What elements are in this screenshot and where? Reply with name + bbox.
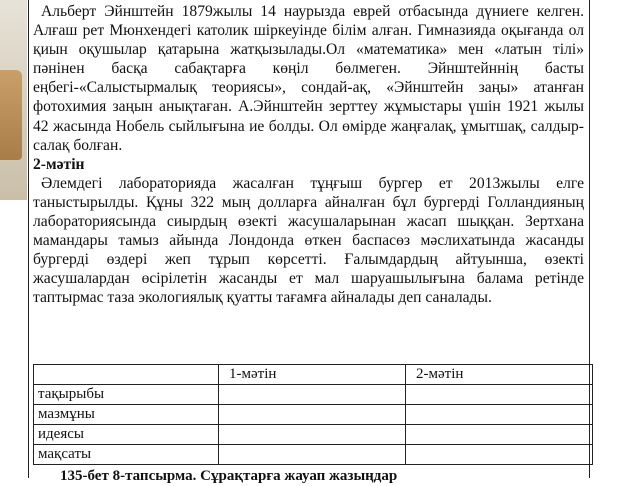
row-label: мазмұны [34, 405, 219, 425]
chair-image [0, 70, 22, 160]
table-row [34, 405, 593, 425]
side-photo [0, 0, 27, 200]
header-cell-empty [34, 365, 219, 385]
answer-cell[interactable] [219, 405, 406, 425]
table-row [34, 425, 593, 445]
answer-cell[interactable] [219, 445, 406, 465]
table-header-row [34, 365, 593, 385]
table-row [34, 445, 593, 465]
answer-cell[interactable] [406, 405, 593, 425]
header-cell-text2: 2-мәтін [406, 365, 593, 385]
answer-cell[interactable] [406, 445, 593, 465]
row-label: идеясы [34, 425, 219, 445]
row-label: тақырыбы [34, 385, 219, 405]
header-cell-text1: 1-мәтін [219, 365, 406, 385]
answer-cell[interactable] [406, 385, 593, 405]
table-row [34, 385, 593, 405]
text2-paragraph: Әлемдегі лабораторияда жасалған тұңғыш бургер ет 2013жылы елге таныстырылды. Құны 322 мың долларға айналған бұл бургерді Голландияның лабораториясында сиырдың өзекті жасушаларынан жасап шыққан. Зертхана мамандары тамыз айында Лондонда өткен баспасөз мәслихатында жасанды бургерді өздері жеп тұрып көрсетті. Ғалымдардың айтуынша, өзекті жасушалардан өсірілетін жасанды ет мал шаруашылығына балама ретінде таптырмас таза экологиялық қуатты тағамға айналады деп саналады. [33, 174, 584, 307]
assignment-footer: 135-бет 8-тапсырма. Сұрақтарға жауап жазыңдар [60, 468, 398, 484]
document-body [33, 2, 584, 308]
answer-cell[interactable] [219, 385, 406, 405]
answer-cell[interactable] [219, 425, 406, 445]
text2-heading: 2-мәтін [33, 155, 85, 173]
answer-cell[interactable] [406, 425, 593, 445]
comparison-table [33, 364, 593, 465]
text1-paragraph: Альберт Эйнштейн 1879жылы 14 наурызда еврей отбасында дүниеге келген. Алғаш рет Мюнхендегі католик шіркеуінде білім алған. Гимназияда оқығанда ол қиын оқушылар қатарына жатқызылады.Ол «математика» мен «латын тілі» пәнінен басқа сабақтарға көңіл бөлмеген. Эйнштейннің басты еңбегі-«Салыстырмалық теориясы», сондай-ақ, «Эйнштейн заңы» атанған фотохимия заңын анықтаған. А.Эйнштейн зерттеу жұмыстары үшін 1921 жылы 42 жасында Нобель сыйлығына ие болды. Ол өмірде жаңғалақ, ұмытшақ, салдыр-салақ болған. [33, 3, 584, 154]
row-label: мақсаты [34, 445, 219, 465]
